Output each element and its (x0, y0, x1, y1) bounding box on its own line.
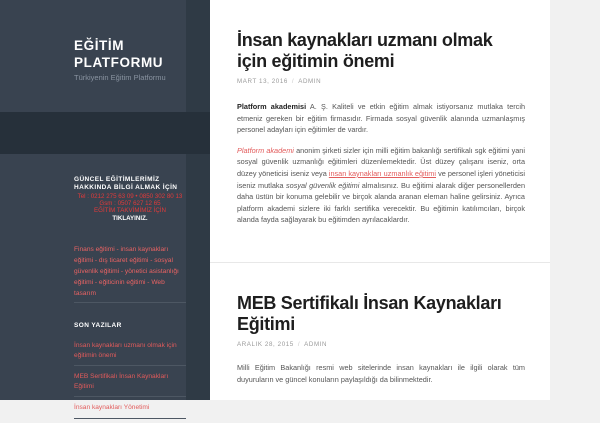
paragraph-text: A. Ş. Kaliteli ve etkin eğitim almak istiyorsanız mutlaka tercih etmeniz gereken bir eğitim firmasıdır. Firmada sosyal güvenlik alanında uzmanlaşmış personel adayları için eğitimler de vardır. (237, 102, 526, 135)
post-article (237, 293, 525, 385)
main-content (210, 0, 550, 400)
post-paragraph: Milli Eğitim Bakanlığı resmi web sitelerinde insan kaynakları ile ilgili olarak tüm duyuruların ve güncel konuların paylaşıldığı da bilinmektedir. (237, 363, 525, 384)
sidebar (0, 0, 210, 411)
paragraph-text: ve personel işleri yöneticisi iseniz mutlaka (237, 168, 525, 190)
post-author-link[interactable]: ADMIN (298, 78, 322, 85)
calendar-line: EĞİTİM TAKVİMİMİZ İÇİN (94, 207, 166, 215)
post-separator (210, 262, 550, 263)
recent-posts-title: SON YAZILAR (74, 322, 122, 329)
paragraph-text: anonim şirketi sizler için milli eğitim bakanlığı sertifikalı sgk eğitimi yani sosyal güvenlik uzmanlığı eğitimleri düzenlemektedir. Üst düzey çalışanı iseniz, orta düzey yöneticisi iseniz veya (237, 145, 525, 178)
contact-info (74, 193, 186, 222)
hr-training-link[interactable]: insan kaynakları uzmanlık eğitimi (328, 168, 437, 178)
post-body (237, 101, 525, 226)
widget-divider (74, 302, 186, 303)
recent-posts-list (74, 339, 186, 423)
post-title-link[interactable]: MEB Sertifikalı İnsan Kaynakları Eğitimi (237, 293, 502, 334)
tag-links[interactable]: Finans eğitimi - insan kaynakları eğitimi - dış ticaret eğitimi - sosyal güvenlik eğitimi - yönetici asistanlığı eğitimi - eğiticinin eğitimi - Web tasarım (74, 246, 179, 297)
post-paragraph (237, 101, 525, 136)
recent-post-link[interactable]: İnsan kaynakları uzmanı olmak için eğitimin önemi (74, 339, 186, 366)
post-meta (237, 78, 525, 85)
widget-info-title: GÜNCEL EĞİTİMLERİMİZ HAKKINDA BİLGİ ALMAK İÇİN (74, 176, 178, 191)
emphasis-text: sosyal güvenlik eğitimi (286, 180, 360, 190)
brand-name: Platform akademisi (237, 102, 307, 111)
recent-post-link[interactable]: İnsan kaynakları Yönetimi (74, 401, 186, 419)
post-body (237, 362, 525, 385)
site-description: Türkiyenin Eğitim Platformu (74, 73, 166, 82)
post-date-link[interactable]: ARALIK 28, 2015 (237, 341, 294, 348)
meta-separator: / (291, 78, 295, 85)
post-date-link[interactable]: MART 13, 2016 (237, 78, 288, 85)
paragraph-text: almalısınız. Bu eğitimi alarak diğer personellerden daha üstün bir konuma gelebilir ve birçok alanda aranan eleman haline gelirsiniz. Ayrıca platform akademi sizlere iki farklı sertifika verecektir. Bu eğitimin katılımcıları, birçok alanda fayda sağlayarak bu eğitimden ayrılacaklardır. (237, 180, 525, 225)
sidebar-search-area (0, 112, 210, 154)
post-meta (237, 341, 525, 348)
phone-line: Tel : 0212 275 63 09 • 0850 302 80 13 (77, 193, 183, 200)
post-author-link[interactable]: ADMIN (304, 341, 328, 348)
post-paragraph (237, 145, 525, 226)
post-article (237, 30, 525, 226)
calendar-cta-link[interactable]: TIKLAYINIZ. (112, 214, 148, 222)
platform-akademi-link[interactable]: Platform akademi (237, 145, 294, 155)
recent-post-link[interactable]: MEB Sertifikalı İnsan Kaynakları Eğitimi (74, 370, 186, 397)
post-title-link[interactable]: İnsan kaynakları uzmanı olmak için eğitimin önemi (237, 30, 493, 71)
page-gutter (550, 0, 600, 400)
site-title[interactable]: EĞİTİM PLATFORMU (74, 38, 164, 70)
gsm-line: Gsm : 0507 627 12 65 (99, 200, 161, 208)
meta-separator: / (297, 341, 301, 348)
